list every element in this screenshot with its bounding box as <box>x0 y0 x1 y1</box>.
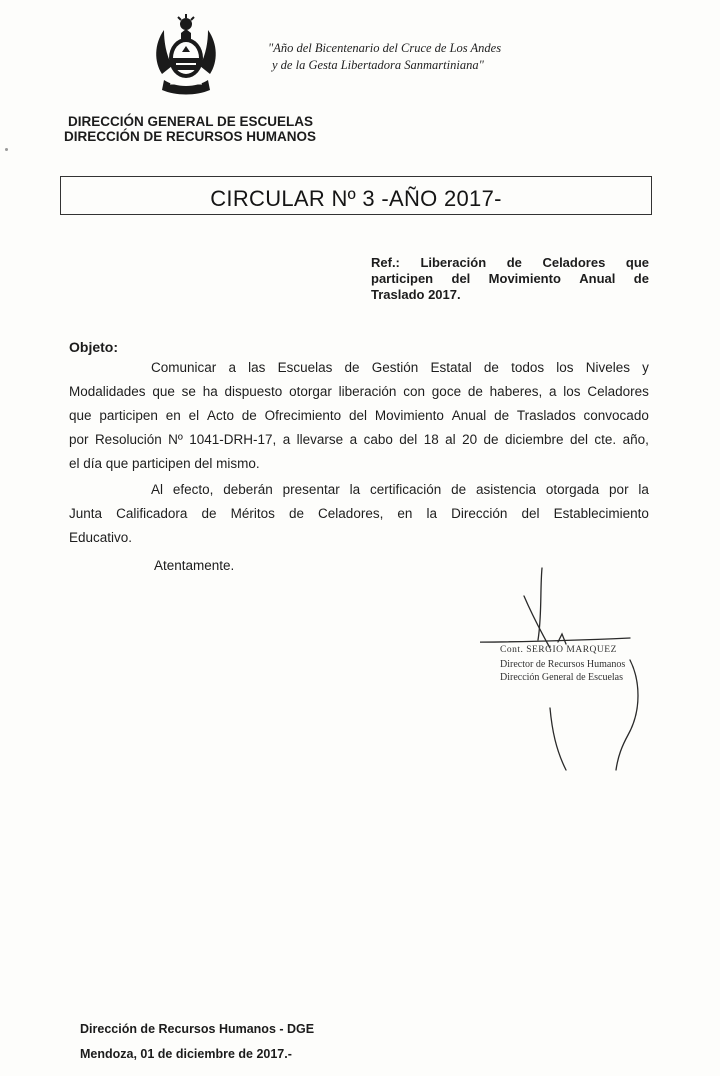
paragraph-word: Méritos <box>230 506 275 521</box>
paragraph-word: Gestión <box>371 360 419 375</box>
paragraph-word: se <box>181 384 196 399</box>
paragraph-word: Establecimiento <box>553 506 649 521</box>
footer-date: Mendoza, 01 de diciembre de 2017.- <box>80 1047 292 1061</box>
paragraph-word: Comunicar <box>151 360 217 375</box>
paragraph-word: de <box>451 482 467 497</box>
paragraph-word: dispuesto <box>224 384 283 399</box>
paragraph-word: cte. <box>594 432 617 447</box>
motto-line-1: "Año del Bicentenario del Cruce de Los Andes <box>268 41 502 55</box>
paragraph-word: asistencia <box>475 482 537 497</box>
paragraph-word: 1041-DRH-17, <box>189 432 277 447</box>
paragraph-word: Movimiento <box>374 408 444 423</box>
paragraph-word: de <box>483 360 499 375</box>
paragraph-word: a <box>282 432 291 447</box>
paragraph-word: del <box>521 506 540 521</box>
dept-line-1: DIRECCIÓN GENERAL DE ESCUELAS <box>68 114 314 129</box>
paragraph-word: de <box>467 384 483 399</box>
ref-word: Celadores <box>542 255 606 270</box>
paragraph-word: cabo <box>363 432 393 447</box>
paragraph-word: certificación <box>369 482 442 497</box>
signature-name: Cont. SERGIO MARQUEZ <box>500 645 617 655</box>
paragraph-line <box>69 502 649 526</box>
paragraph-word: ha <box>202 384 218 399</box>
paragraph-word: todos <box>511 360 545 375</box>
paragraph-line <box>69 404 649 428</box>
circular-title: CIRCULAR Nº 3 -AÑO 2017- <box>210 186 502 211</box>
paragraph-word: al <box>445 432 456 447</box>
paragraph-word: liberación <box>338 384 397 399</box>
ref-line-3: Traslado 2017. <box>371 287 461 302</box>
paragraph-word: en <box>165 408 181 423</box>
ref-word: Anual <box>579 271 616 286</box>
paragraph-word: Celadores <box>587 384 649 399</box>
closing-text: Atentamente. <box>154 558 235 573</box>
paragraph-word: Calificadora <box>116 506 188 521</box>
ref-word: de <box>506 255 522 270</box>
paragraph-word: del <box>349 408 368 423</box>
ref-word: Movimiento <box>488 271 561 286</box>
signature-role: Director de Recursos Humanos <box>500 659 626 670</box>
paragraph-word: Acto <box>206 408 234 423</box>
ref-word: del <box>451 271 471 286</box>
reference-block <box>371 255 649 303</box>
paragraph-word: 18 <box>423 432 439 447</box>
paragraph-word: diciembre <box>505 432 564 447</box>
paragraph-word: efecto, <box>172 482 214 497</box>
department-header <box>64 114 316 144</box>
paragraph-word: la <box>426 506 438 521</box>
paragraph-word: 20 <box>462 432 478 447</box>
signature-institution: Dirección General de Escuelas <box>500 672 623 683</box>
paragraph-word: haberes, <box>489 384 543 399</box>
paragraph-word: las <box>248 360 266 375</box>
paragraph-line <box>69 428 649 452</box>
paragraph-word: año, <box>622 432 649 447</box>
paragraph-word: los <box>563 384 581 399</box>
body-paragraph-1 <box>69 356 649 476</box>
paragraph-word: Ofrecimiento <box>264 408 342 423</box>
paragraph-word: a <box>228 360 236 375</box>
paragraph-word: Escuelas <box>277 360 333 375</box>
ref-word: de <box>633 271 649 286</box>
paragraph-word: de <box>288 506 304 521</box>
paragraph-word: goce <box>431 384 462 399</box>
footer-office: Dirección de Recursos Humanos - DGE <box>80 1022 315 1036</box>
paragraph-word: Anual <box>451 408 487 423</box>
objeto-label: Objeto: <box>69 339 118 355</box>
dept-line-2: DIRECCIÓN DE RECURSOS HUMANOS <box>64 129 317 144</box>
paragraph-word: Estatal <box>430 360 472 375</box>
paragraph-word: que <box>69 408 92 423</box>
paragraph-word: por <box>69 432 89 447</box>
paragraph-word: Al <box>151 482 164 497</box>
paragraph-word: otorgar <box>289 384 332 399</box>
paragraph-word: del <box>399 432 418 447</box>
paragraph-word: Modalidades <box>69 384 146 399</box>
paragraph-word: por <box>609 482 629 497</box>
paragraph-word: presentar <box>282 482 340 497</box>
paragraph-word: a <box>549 384 557 399</box>
paragraph-word: la <box>349 482 361 497</box>
paragraph-word: de <box>241 408 257 423</box>
paragraph-word: en <box>397 506 413 521</box>
paragraph-word: Niveles <box>585 360 630 375</box>
paragraph-line: Educativo. <box>69 530 133 545</box>
paragraph-line <box>69 380 649 404</box>
paragraph-word: que <box>152 384 175 399</box>
body-paragraph-2 <box>69 478 649 550</box>
paragraph-word: participen <box>99 408 158 423</box>
paragraph-word: la <box>638 482 649 497</box>
ref-word: que <box>625 255 649 270</box>
paragraph-word: otorgada <box>545 482 600 497</box>
scan-speck <box>5 148 8 151</box>
ref-line-2 <box>371 271 649 287</box>
paragraph-word: de <box>494 408 510 423</box>
paragraph-word: Resolución <box>94 432 162 447</box>
paragraph-word: los <box>556 360 574 375</box>
paragraph-word: con <box>403 384 426 399</box>
paragraph-word: de <box>483 432 499 447</box>
ref-line-1 <box>371 255 649 271</box>
paragraph-word: convocado <box>583 408 649 423</box>
paragraph-word: a <box>349 432 358 447</box>
header-motto <box>268 40 568 74</box>
paragraph-word: deberán <box>223 482 273 497</box>
paragraph-word: de <box>344 360 360 375</box>
paragraph-word: llevarse <box>296 432 344 447</box>
paragraph-word: Celadores, <box>318 506 384 521</box>
coat-of-arms-emblem-icon <box>152 14 220 102</box>
paragraph-word: y <box>642 360 649 375</box>
ref-label: Ref.: <box>371 255 400 270</box>
ref-word: participen <box>371 271 434 286</box>
paragraph-word: Dirección <box>451 506 508 521</box>
paragraph-word: Nº <box>168 432 183 447</box>
paragraph-line <box>69 478 649 502</box>
paragraph-line <box>69 356 649 380</box>
motto-line-2: y de la Gesta Libertadora Sanmartiniana" <box>272 58 484 72</box>
paragraph-word: Junta <box>69 506 103 521</box>
paragraph-word: del <box>569 432 588 447</box>
paragraph-line: el día que participen del mismo. <box>69 456 260 471</box>
ref-word: Liberación <box>420 255 487 270</box>
paragraph-word: de <box>201 506 217 521</box>
paragraph-word: el <box>188 408 200 423</box>
paragraph-word: Traslados <box>516 408 576 423</box>
